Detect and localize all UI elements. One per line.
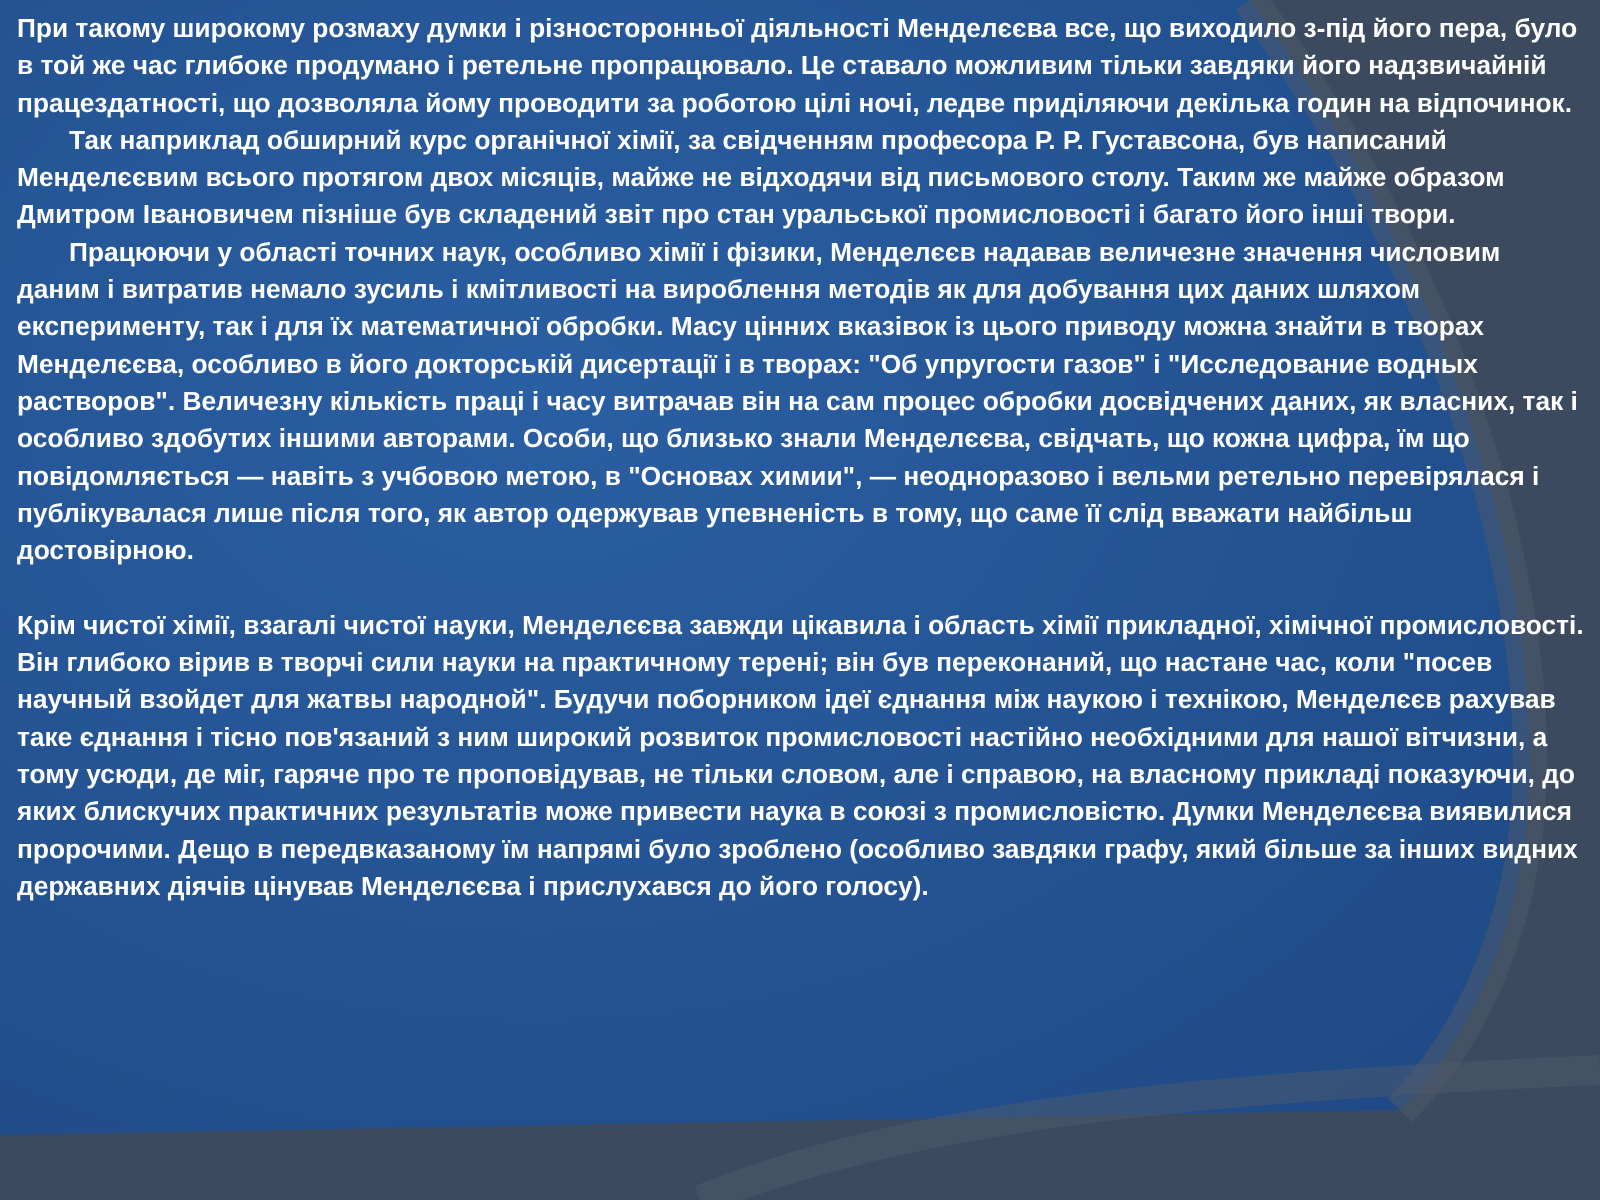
paragraph-1: При такому широкому розмаху думки і різносторонньої діяльності Менделєєва все, що виходило з-під його пера, було в той же час глибоке продумано і ретельне пропрацювало. Це ставало можливим тільки завдяки його надзвичайній працездатності, що дозволяла йому проводити за роботою цілі ночі, ледве приділяючи декілька годин на відпочинок.	[17, 13, 1578, 118]
paragraph-2: Так наприклад обширний курс органічної хімії, за свідченням професора Р. Р. Густавсона, був написаний Менделєєвим всього протягом двох місяців, майже не відходячи від письмового столу. Таким же майже образом Дмитром Івановичем пізніше був складений звіт про стан уральської промисловості і багато його інші твори.	[17, 124, 1505, 230]
slide-text	[17, 10, 1587, 905]
paragraph-4: Крім чистої хімії, взагалі чистої науки, Менделєєва завжди цікавила і область хімії прикладної, хімічної промисловості. Він глибоко вірив в творчі сили науки на практичному терені; він був переконаний, що настане час, коли "посев научный взойдет для жатвы народной". Будучи поборником ідеї єднання між наукою і технікою, Менделєєв рахував таке єднання і тісно пов'язаний з ним широкий розвиток промисловості настійно необхідними для нашої вітчизни, а тому усюди, де міг, гаряче про те проповідував, не тільки словом, але і справою, на власному прикладі показуючи, до яких блискучих практичних результатів може привести наука в союзі з промисловістю. Думки Менделєєва виявилися пророчими. Дещо в передвказаному їм напрямі було зроблено (особливо завдяки графу, який більше за інших видних державних діячів цінував Менделєєва і прислухався до його голосу).	[17, 609, 1584, 901]
paragraph-3: Працюючи у області точних наук, особливо хімії і фізики, Менделєєв надавав величезне значення числовим даним і витратив немало зусиль і кмітливості на вироблення методів як для добування цих даних шляхом експерименту, так і для їх математичної обробки. Масу цінних вказівок із цього приводу можна знайти в творах Менделєєва, особливо в його докторській дисертації і в творах: "Об упругости газов" і "Исследование водных растворов". Величезну кількість праці і часу витрачав він на сам процес обробки досвідчених даних, як власних, так і особливо здобутих іншими авторами. Особи, що близько знали Менделєєва, свідчать, що кожна цифра, їм що повідомляється — навіть з учбовою метою, в "Основах химии", — неодноразово і вельми ретельно перевірялася і публікувалася лише після того, як автор одержував упевненість в тому, що саме її слід вважати найбільш достовірною.	[17, 236, 1578, 566]
